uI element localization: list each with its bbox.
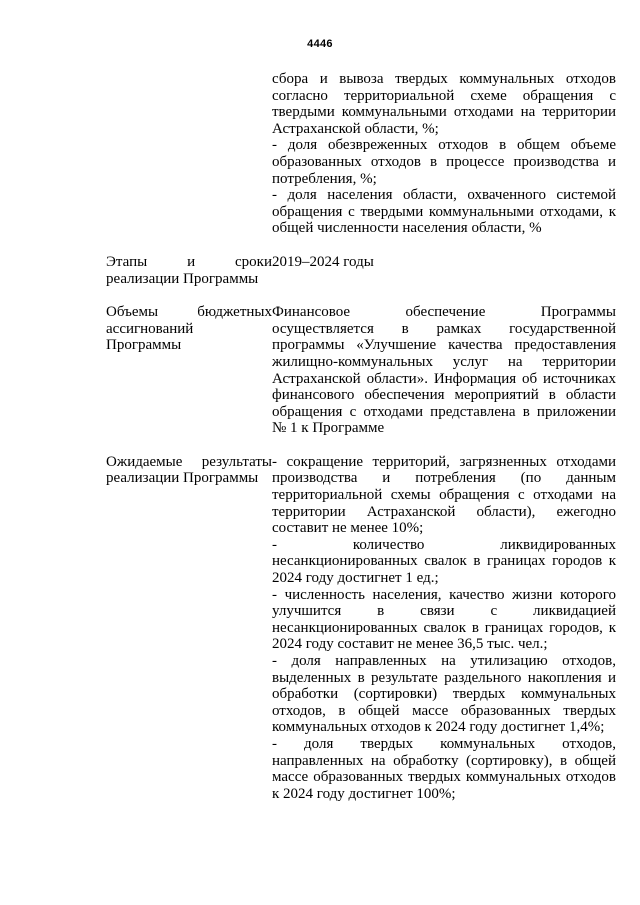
table-row-budget <box>106 304 616 437</box>
value-paragraph: - количество ликвидированных несанкционированных свалок в границах городов к 2024 году достигнет 1 ед.; <box>272 536 616 587</box>
value-paragraph: - численность населения, качество жизни которого улучшится в связи с ликвидацией несанкционированных свалок в границах городов, к 2024 году составит не менее 36,5 тыс. чел.; <box>272 586 616 653</box>
row-label: Ожидаемые результаты реализации Программы <box>106 453 272 487</box>
value-paragraph: сбора и вывоза твердых коммунальных отходов согласно территориальной схеме обращения с твердыми коммунальными отходами на территории Астраханской области, %; <box>272 71 616 137</box>
value-paragraph: - сокращение территорий, загрязненных отходами производства и потребления (по данным территориальной схемы обращения с отходами на территории Астраханской области), ежегодно составит не менее 10%; <box>272 453 616 537</box>
table-row-continuation <box>106 71 616 237</box>
value-paragraph: - доля направленных на утилизацию отходов, выделенных в результате раздельного накопления и обработки (сортировки) твердых коммунальных отходов, в общей массе образованных твердых коммунальных отходов к 2024 году достигнет 1,4%; <box>272 653 616 736</box>
value-paragraph: Финансовое обеспечение Программы осуществляется в рамках государственной программы «Улучшение качества предоставления жилищно-коммунальных услуг на территории Астраханской области». Информация об источниках финансового обеспечения мероприятий в области обращения с отходами представлена в приложении № 1 к Программе <box>272 304 616 437</box>
value-paragraph: - доля обезвреженных отходов в общем объеме образованных отходов в процессе производства и потребления, %; <box>272 137 616 187</box>
program-passport-table <box>106 71 616 819</box>
value-paragraph: - доля населения области, охваченного системой обращения с твердыми коммунальными отходами, к общей численности населения области, % <box>272 187 616 237</box>
row-value <box>272 254 616 271</box>
table-row-expected-results <box>106 454 616 802</box>
table-row-stages <box>106 254 616 287</box>
row-value <box>272 304 616 437</box>
row-label: Объемы бюджетных ассигнований Программы <box>106 304 272 354</box>
value-paragraph: - доля твердых коммунальных отходов, направленных на обработку (сортировку), в общей массе образованных твердых коммунальных отходов к 2024 году достигнет 100%; <box>272 735 616 802</box>
row-label: Этапы и сроки реализации Программы <box>106 253 272 287</box>
page-number: 4446 <box>307 38 333 50</box>
row-value <box>272 71 616 237</box>
value-paragraph: 2019–2024 годы <box>272 253 374 270</box>
row-value <box>272 454 616 802</box>
